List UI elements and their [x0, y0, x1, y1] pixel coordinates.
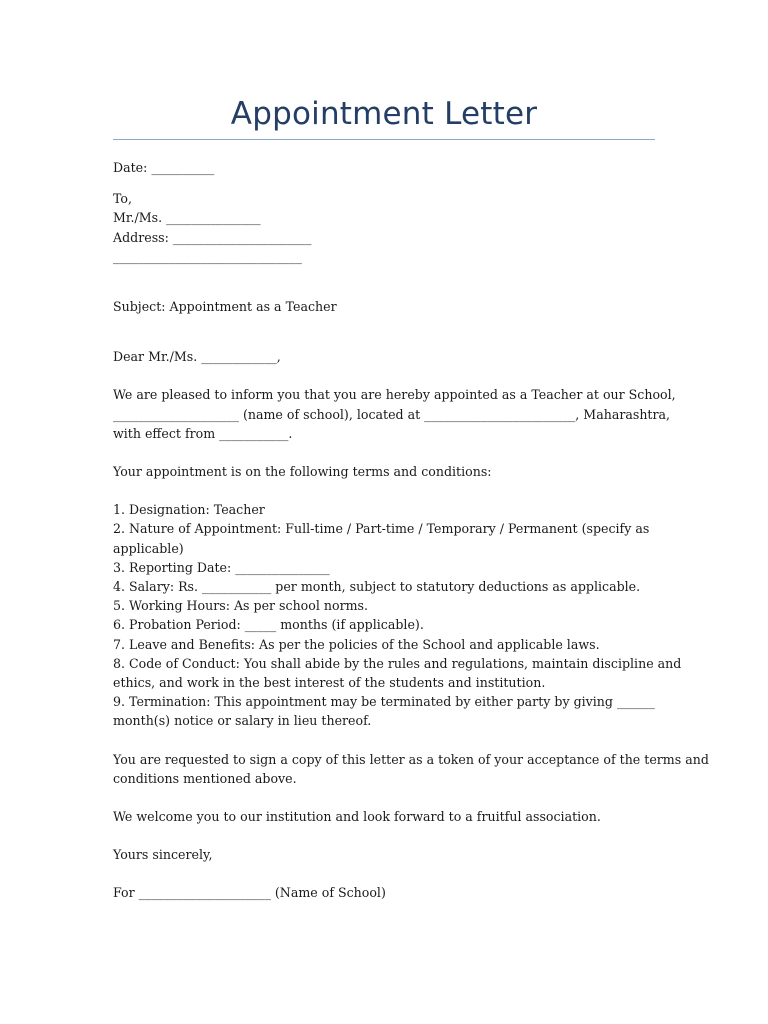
- date-line: Date: __________: [113, 160, 215, 175]
- terms-intro: Your appointment is on the following terms and conditions:: [113, 464, 492, 480]
- term-item: 7. Leave and Benefits: As per the policies of the School and applicable laws.: [113, 636, 600, 652]
- intro-line: with effect from ___________.: [113, 425, 293, 441]
- recipient-to: To,: [113, 191, 133, 207]
- term-item: applicable): [113, 540, 184, 556]
- term-item: 2. Nature of Appointment: Full-time / Part-time / Temporary / Permanent (specify as: [113, 521, 650, 537]
- intro-line: We are pleased to inform you that you are hereby appointed as a Teacher at our School,: [113, 387, 676, 403]
- term-item: 1. Designation: Teacher: [113, 502, 265, 518]
- terms-list: [113, 500, 682, 730]
- intro-paragraph: [113, 385, 676, 443]
- welcome-paragraph: We welcome you to our institution and look forward to a fruitful association.: [113, 809, 601, 825]
- acceptance-paragraph: [113, 750, 709, 788]
- subject-line: Subject: Appointment as a Teacher: [113, 299, 337, 315]
- acceptance-line: You are requested to sign a copy of this letter as a token of your acceptance of the terms and: [113, 751, 709, 767]
- title-divider: [113, 139, 655, 140]
- signature-line: For _____________________ (Name of School): [113, 885, 386, 901]
- intro-line: ____________________ (name of school), located at ________________________, Maharashtra,: [113, 406, 671, 422]
- letter-body: [113, 158, 709, 903]
- document-title: Appointment Letter: [230, 96, 538, 132]
- term-item: 3. Reporting Date: _______________: [113, 559, 330, 575]
- recipient-name-line: Mr./Ms. _______________: [113, 210, 261, 226]
- salutation: Dear Mr./Ms. ____________,: [113, 349, 281, 365]
- recipient-block: [113, 189, 673, 266]
- closing: Yours sincerely,: [113, 847, 213, 863]
- term-item: 6. Probation Period: _____ months (if applicable).: [113, 617, 424, 633]
- term-item: month(s) notice or salary in lieu thereof.: [113, 713, 372, 729]
- recipient-address-line: Address: ______________________: [113, 229, 312, 245]
- term-item: 9. Termination: This appointment may be terminated by either party by giving ______: [113, 694, 655, 710]
- term-item: 8. Code of Conduct: You shall abide by the rules and regulations, maintain discipline and: [113, 655, 682, 671]
- term-item: ethics, and work in the best interest of the students and institution.: [113, 675, 546, 691]
- term-item: 4. Salary: Rs. ___________ per month, subject to statutory deductions as applicable.: [113, 579, 641, 595]
- recipient-address-line-2: ______________________________: [113, 248, 302, 264]
- term-item: 5. Working Hours: As per school norms.: [113, 598, 368, 614]
- acceptance-line: conditions mentioned above.: [113, 770, 297, 786]
